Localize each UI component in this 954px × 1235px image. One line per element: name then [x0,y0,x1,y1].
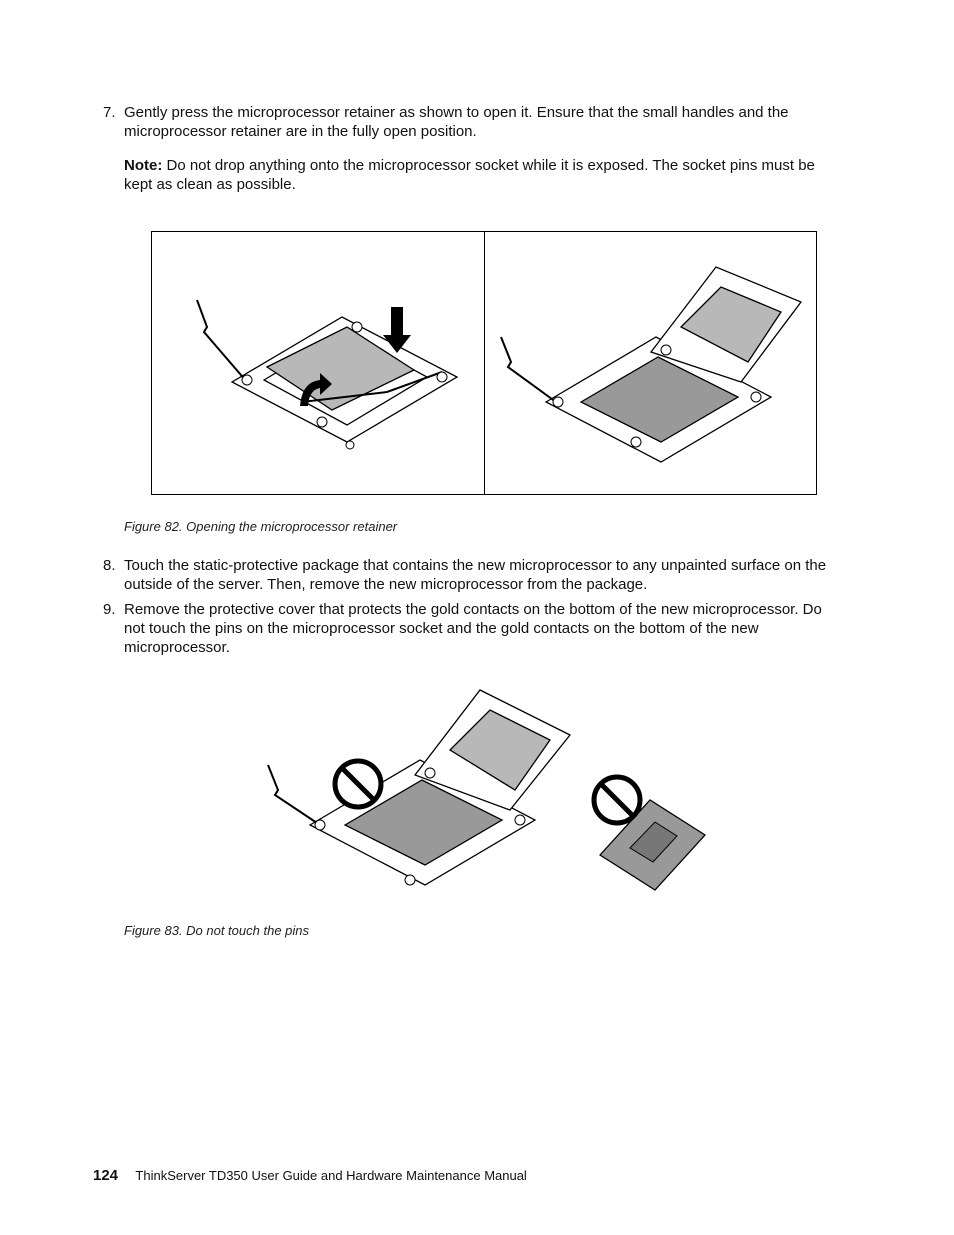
socket-closed-illustration [152,232,482,494]
socket-open-illustration [486,232,816,494]
note [124,156,844,194]
step-number: 7. [103,104,116,121]
step-number: 8. [103,557,116,574]
step-8 [103,556,843,594]
page-footer [93,1167,527,1184]
note-text: Do not drop anything onto the microprocessor socket while it is exposed. The socket pins must be kept as clean as possible. [124,157,815,193]
prohibited-icon [590,773,644,827]
step-number: 9. [103,601,116,618]
step-7 [103,103,843,141]
figure-83-caption: Figure 83. Do not touch the pins [124,923,310,938]
step-text: Gently press the microprocessor retainer as shown to open it. Ensure that the small handles and the microprocessor retainer are in the fully open position. [124,104,789,140]
figure-82-frame [151,231,817,495]
page-number: 124 [93,1167,119,1184]
curved-arrow-icon [296,370,336,410]
socket-do-not-touch-illustration [260,685,580,905]
step-text: Touch the static-protective package that contains the new microprocessor to any unpainted surface on the outside of the server. Then, remove the new microprocessor from the package. [124,557,827,593]
note-label: Note: [124,157,163,174]
down-arrow-icon [382,307,412,355]
step-9 [103,600,843,657]
prohibited-icon [331,757,385,811]
figure-divider [484,232,485,494]
figure-82-caption: Figure 82. Opening the microprocessor retainer [124,519,398,534]
step-text: Remove the protective cover that protects the gold contacts on the bottom of the new microprocessor. Do not touch the pins on the microprocessor socket and the gold contacts on the bottom of the new microprocessor. [124,601,822,656]
manual-title: ThinkServer TD350 User Guide and Hardware Maintenance Manual [135,1168,527,1183]
